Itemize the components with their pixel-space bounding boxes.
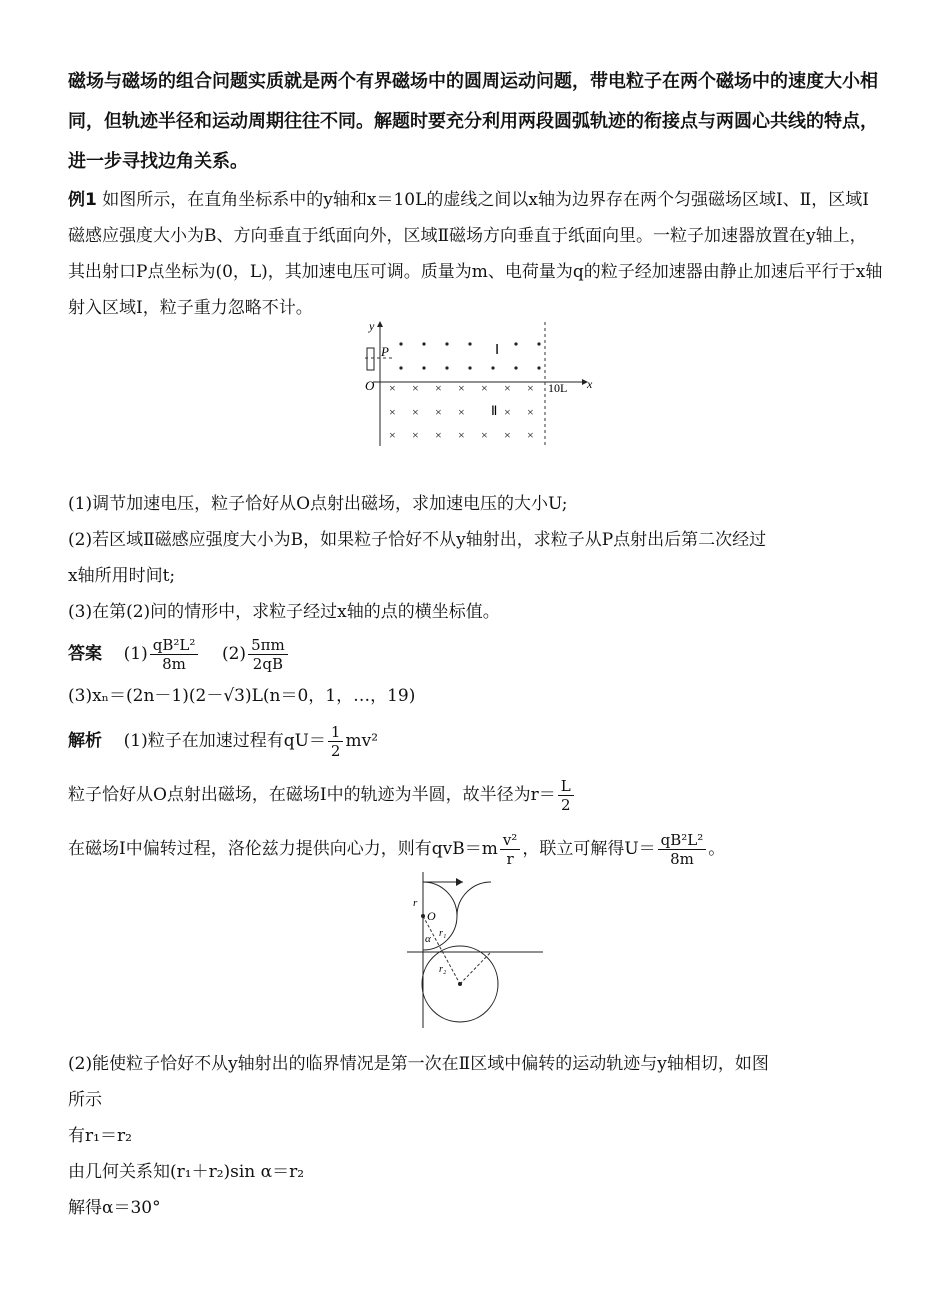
field-crosses (389, 381, 534, 442)
field-dot (422, 342, 425, 345)
field-cross: × (389, 381, 396, 395)
arc-upper-right (457, 882, 491, 916)
example-label: 例1 (68, 190, 97, 210)
trajectory-figure (405, 868, 545, 1034)
answer-part1-label: (1) (123, 644, 148, 664)
analysis-line2 (68, 768, 883, 822)
field-cross: × (458, 405, 465, 419)
boundary-10l-label: 10L (548, 381, 568, 395)
field-cross: × (412, 381, 419, 395)
field-dot (468, 366, 471, 369)
example-problem (68, 182, 883, 326)
field-dots (399, 342, 540, 369)
field-dot (399, 366, 402, 369)
field-cross: × (435, 428, 442, 442)
field-dot (445, 342, 448, 345)
point-p-label: P (381, 344, 389, 359)
region-i-label: Ⅰ (495, 343, 500, 358)
field-cross: × (389, 428, 396, 442)
analysis-l3-text: 在磁场Ⅰ中偏转过程，洛伦兹力提供向心力，则有qvB＝m (68, 839, 498, 859)
field-region-svg (355, 318, 600, 450)
part2-line5: 解得α＝30° (68, 1198, 161, 1218)
field-cross: × (412, 405, 419, 419)
part2-line4: 由几何关系知(r₁＋r₂)sin α＝r₂ (68, 1162, 305, 1182)
question-3: (3)在第(2)问的情形中，求粒子经过x轴的点的横坐标值。 (68, 602, 500, 622)
y-axis-label: y (369, 319, 375, 333)
intro-paragraph: 磁场与磁场的组合问题实质就是两个有界磁场中的圆周运动问题，带电粒子在两个磁场中的速度大小相同，但轨迹半径和运动周期往往不同。解题时要充分利用两段圆弧轨迹的衔接点与两圆心共线的特点，进一步寻找边角关系。 (68, 71, 878, 172)
analysis-l2-fraction: $\frac{L}{2}$ (558, 777, 574, 814)
label-alpha: α (425, 933, 431, 945)
field-cross: × (504, 381, 511, 395)
analysis-l2-text: 粒子恰好从O点射出磁场，在磁场Ⅰ中的轨迹为半圆，故半径为r＝ (68, 785, 556, 805)
field-cross: × (389, 405, 396, 419)
field-cross: × (435, 381, 442, 395)
field-cross: × (504, 428, 511, 442)
example-text: 如图所示，在直角坐标系中的y轴和x＝10L的虚线之间以x轴为边界存在两个匀强磁场区域Ⅰ、Ⅱ，区域Ⅰ磁感应强度大小为B、方向垂直于纸面向外，区域Ⅱ磁场方向垂直于纸面向里。一粒子加速器放置在y轴上，其出射口P点坐标为(0，L)，其加速电压可调。质量为m、电荷量为q的粒子经加速器由静止加速后平行于x轴射入区域Ⅰ，粒子重力忽略不计。 (68, 190, 883, 318)
field-cross: × (504, 405, 511, 419)
label-r2: r₂ (439, 964, 447, 975)
field-dot (514, 366, 517, 369)
field-cross: × (527, 428, 534, 442)
field-cross: × (458, 381, 465, 395)
field-dot (514, 342, 517, 345)
analysis-l1-fraction: $\frac{1}{2}$ (328, 723, 344, 760)
field-cross: × (527, 405, 534, 419)
answer-fraction-1: $\frac{\text{qB²L²}}{8m}$ (150, 636, 199, 673)
analysis-line1 (68, 714, 883, 768)
analysis-l1-text: (1)粒子在加速过程有qU＝ (123, 731, 326, 751)
field-cross: × (458, 428, 465, 442)
field-cross: × (412, 428, 419, 442)
velocity-arrowhead (456, 878, 463, 886)
answer-fraction-2: $\frac{5\pi m}{2qB}$ (248, 636, 288, 673)
x-axis-label: x (587, 377, 593, 391)
field-dot (537, 342, 540, 345)
center-o2-point (458, 982, 462, 986)
analysis-l3-mid: ，联立可解得U＝ (522, 839, 656, 859)
label-r1: r₁ (439, 928, 447, 939)
label-o: O (427, 909, 436, 923)
analysis-l3-fraction-2: $\frac{\text{qB²L²}}{8m}$ (658, 831, 707, 868)
field-cross: × (481, 428, 488, 442)
answer-part2-label: (2) (221, 644, 247, 664)
center-o-point (421, 914, 425, 918)
analysis-label: 解析 (68, 731, 102, 751)
radius-r2-dashed (460, 952, 491, 984)
answer-part3: (3)xₙ＝(2n－1)(2－√3)L(n＝0，1，…，19) (68, 686, 416, 706)
field-dot (399, 342, 402, 345)
field-dot (491, 366, 494, 369)
region-ii-label: Ⅱ (491, 403, 498, 418)
label-r: r (413, 897, 418, 909)
answer-line (68, 630, 883, 678)
field-cross: × (527, 381, 534, 395)
field-cross: × (481, 381, 488, 395)
answer-label: 答案 (68, 644, 102, 664)
part2-line3: 有r₁＝r₂ (68, 1126, 132, 1146)
field-cross: × (435, 405, 442, 419)
part2-line2: 所示 (68, 1090, 102, 1110)
question-1: (1)调节加速电压，粒子恰好从O点射出磁场，求加速电压的大小U; (68, 494, 568, 514)
analysis-l3-fraction-1: $\frac{\text{v²}}{r}$ (500, 831, 521, 868)
field-dot (445, 366, 448, 369)
part2-line1: (2)能使粒子恰好不从y轴射出的临界情况是第一次在Ⅱ区域中偏转的运动轨迹与y轴相切，如图 (68, 1054, 769, 1074)
field-dot (422, 366, 425, 369)
question-2-line2: x轴所用时间t; (68, 566, 176, 586)
field-region-figure (355, 318, 600, 454)
field-dot (468, 342, 471, 345)
analysis-l3-end: 。 (708, 839, 726, 859)
origin-label: O (365, 378, 375, 393)
accelerator (367, 348, 374, 370)
document-page (68, 62, 883, 1226)
trajectory-svg (405, 868, 545, 1030)
analysis-l1-post: mv² (345, 731, 379, 751)
question-2-line1: (2)若区域Ⅱ磁感应强度大小为B，如果粒子恰好不从y轴射出，求粒子从P点射出后第二次经过 (68, 530, 767, 550)
field-dot (537, 366, 540, 369)
